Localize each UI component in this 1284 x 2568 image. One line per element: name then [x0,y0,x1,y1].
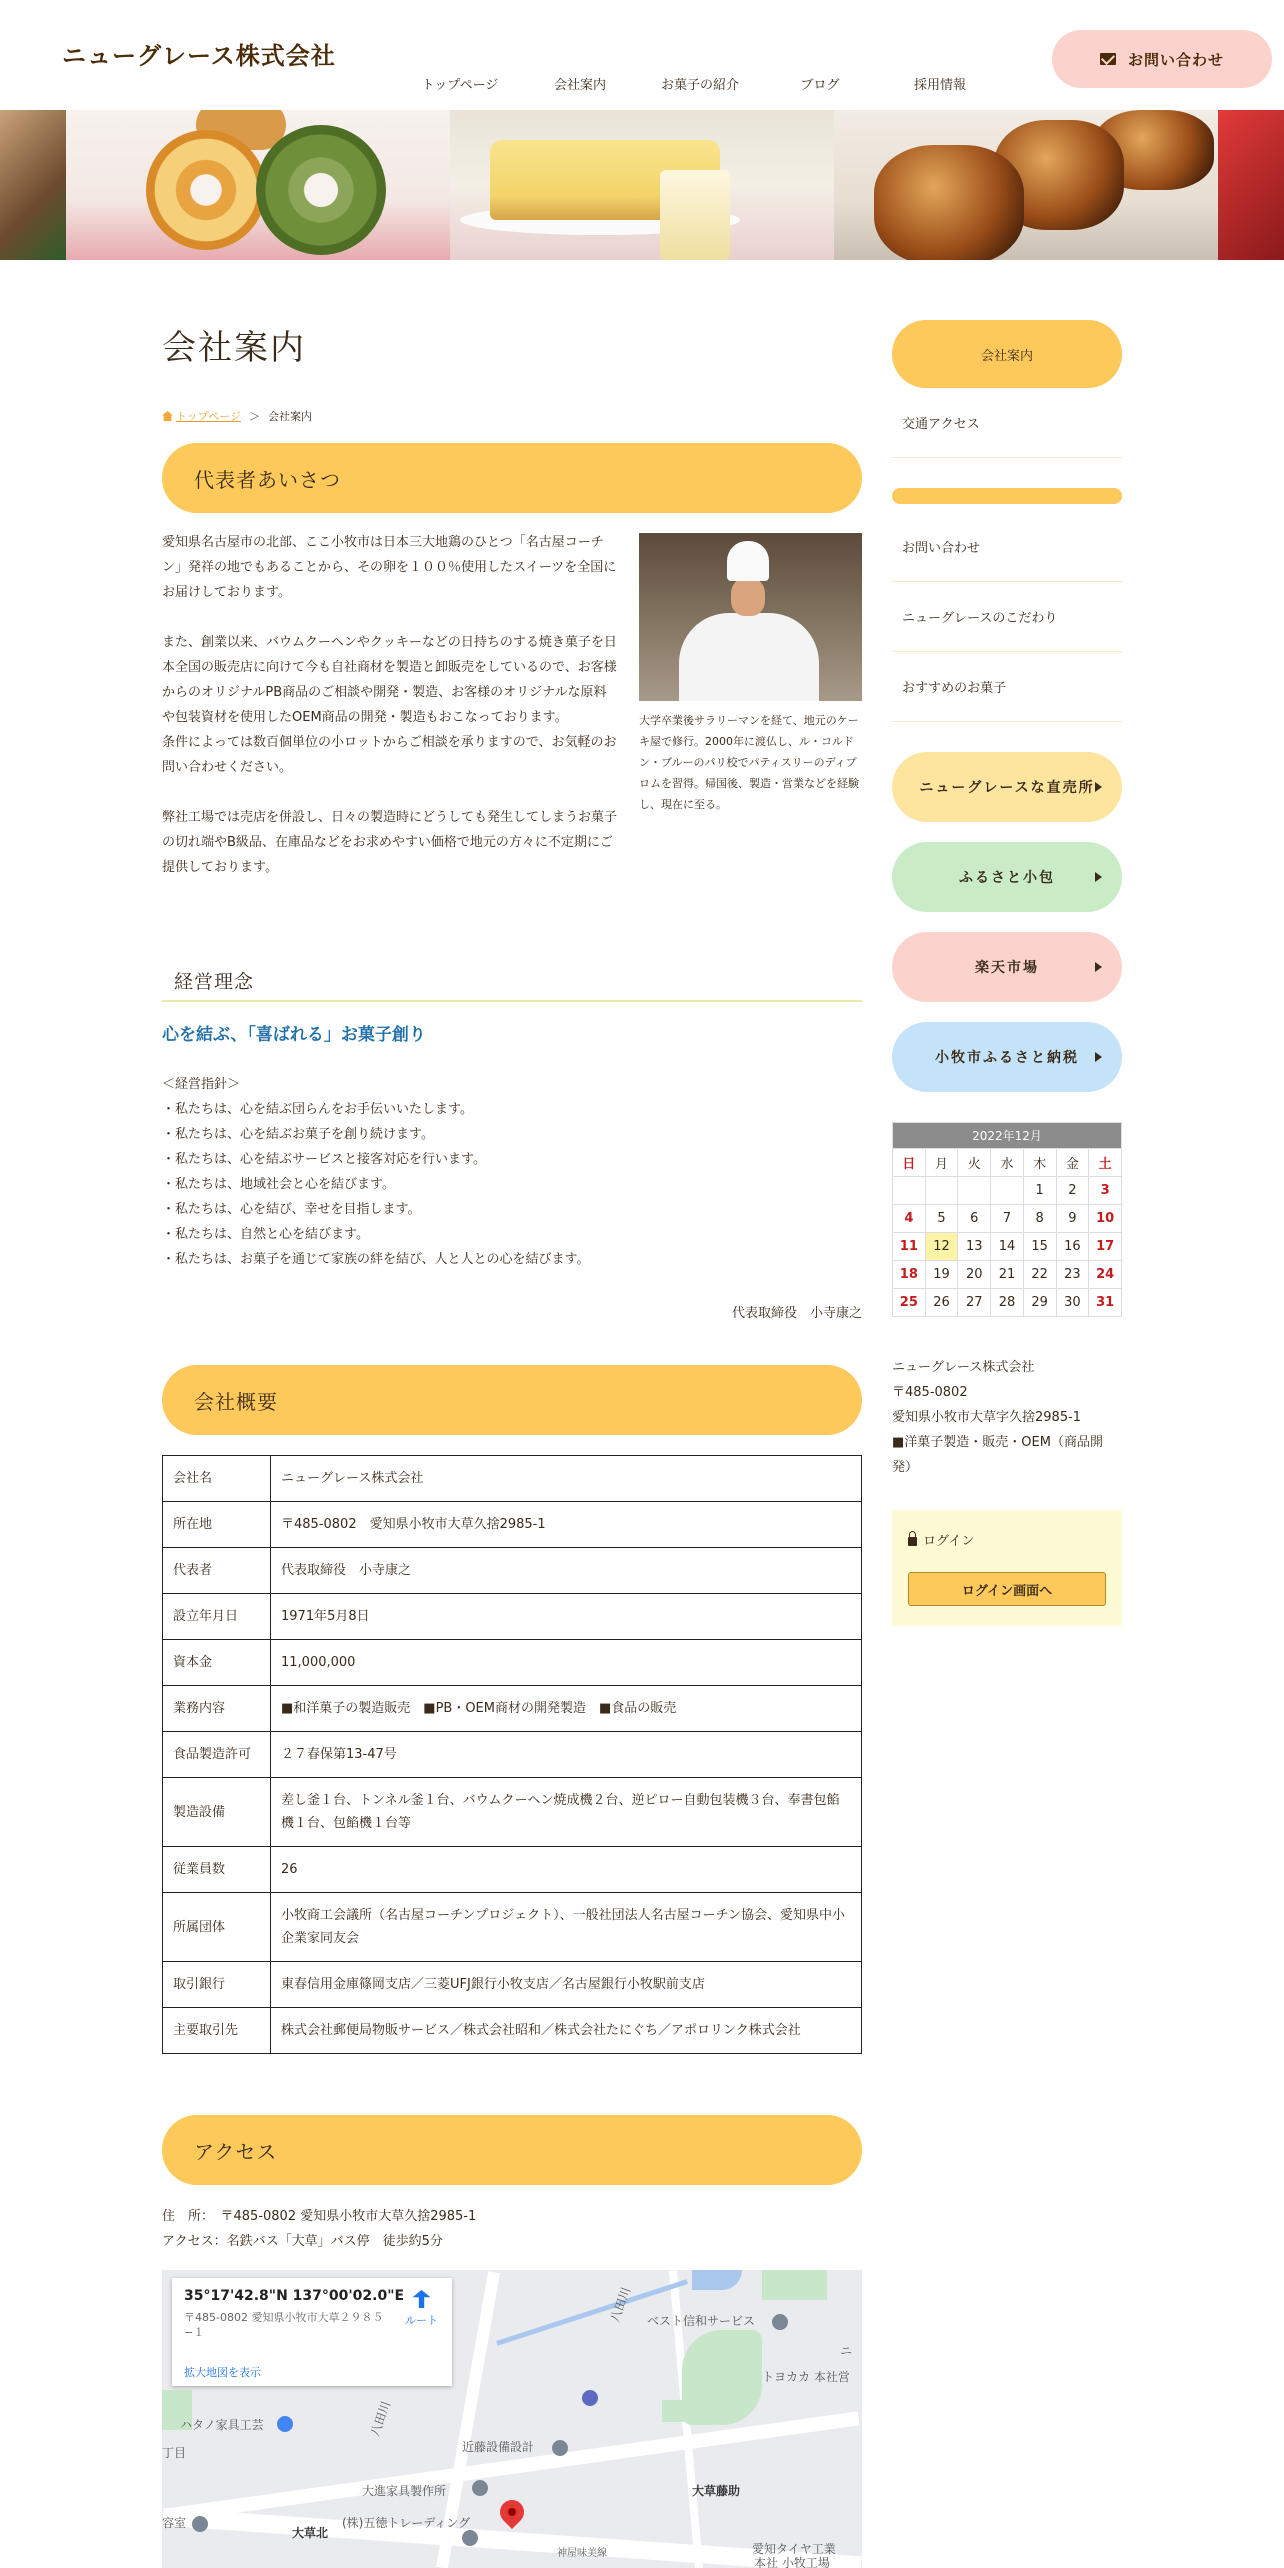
parking-icon[interactable] [582,2390,598,2406]
map-poi-icon[interactable] [472,2480,488,2496]
map-route-button[interactable] [405,2290,438,2328]
philosophy-item: ・私たちは、地域社会と心を結びます。 [162,1177,395,1192]
overview-row [163,1893,862,1962]
nav-item-recruit[interactable]: 採用情報 [913,78,966,93]
philosophy-list [162,1072,589,1272]
map-label: (株)五徳トレーディング [342,2516,471,2530]
greeting-paragraph-3: 弊社工場では売店を併設し、日々の製造時にどうしても発生してしまうお菓子の切れ端やB級品、在庫品などをお求めやすい価格で地元の方々に不定期にご提供しております。 [162,810,618,875]
calendar-title: 2022年12月 [893,1123,1122,1149]
map-label: ハタノ家具工芸 [180,2418,264,2432]
sidebar-company-zip: 〒485-0802 [892,1385,968,1400]
overview-value: ■和洋菓子の製造販売 ■PB・OEM商材の開発製造 ■食品の販売 [271,1686,862,1732]
calendar-day: 13 [958,1233,991,1261]
calendar-day: 3 [1089,1177,1122,1205]
nav-item-sweets[interactable]: お菓子の紹介 [660,78,739,93]
arrow-right-icon [1095,872,1102,882]
section-heading-philosophy: 経営理念 [162,960,862,1002]
section-heading-overview: 会社概要 [162,1365,862,1435]
calendar-day: 15 [1023,1233,1056,1261]
greeting-text [162,530,617,905]
calendar-day: 8 [1023,1205,1056,1233]
contact-button[interactable] [1052,30,1272,88]
overview-row [163,1847,862,1893]
overview-row [163,2008,862,2054]
breadcrumb [162,408,312,424]
overview-row [163,1732,862,1778]
calendar-day: 6 [958,1205,991,1233]
calendar-day: 29 [1023,1289,1056,1317]
calendar-day [893,1177,926,1205]
overview-row [163,1778,862,1847]
banner-image-baumkuchen [66,110,450,260]
map-poi-icon[interactable] [277,2416,293,2432]
map-label: 本社 小牧工場 [754,2556,830,2568]
calendar-day [925,1177,958,1205]
calendar-day: 31 [1089,1289,1122,1317]
calendar-day: 21 [991,1261,1024,1289]
calendar-day: 28 [991,1289,1024,1317]
sidebar-item-traffic-access[interactable]: 交通アクセス [892,388,1122,458]
banner-image-cheesecake [450,110,834,260]
sidebar-item-recommended[interactable]: おすすめのお菓子 [892,652,1122,722]
map-label: 大草北 [292,2526,329,2540]
login-button[interactable]: ログイン画面へ [908,1572,1106,1606]
access-directions: アクセス：名鉄バス「大草」バス停 徒歩約5分 [162,2234,443,2249]
calendar-day: 27 [958,1289,991,1317]
overview-value: 東春信用金庫篠岡支店／三菱UFJ銀行小牧支店／名古屋銀行小牧駅前支店 [271,1962,862,2008]
map-label: 近藤設備設計 [462,2440,535,2454]
section-heading-greeting: 代表者あいさつ [162,443,862,513]
hero-banner [0,110,1284,260]
map-label: 愛知タイヤ工業 [752,2542,836,2556]
sidebar-company-address: 愛知県小牧市大草字久捨2985-1 [892,1410,1082,1425]
calendar-day: 14 [991,1233,1024,1261]
calendar-day: 10 [1089,1205,1122,1233]
calendar-day: 20 [958,1261,991,1289]
map-address: 〒485-0802 愛知県小牧市大草２９８５−１ [184,2311,384,2339]
overview-value: ２７春保第13-47号 [271,1732,862,1778]
sidebar-item-company[interactable]: 会社案内 [892,320,1122,388]
arrow-right-icon [1095,962,1102,972]
sidebar-company-business: ■洋菓子製造・販売・OEM（商品開発） [892,1435,1103,1475]
map-coordinates: 35°17'42.8"N 137°00'02.0"E [184,2288,405,2304]
cta-furusato-parcel-button[interactable] [892,842,1122,912]
philosophy-list-title: ＜経営指針＞ [162,1077,241,1092]
banner-image-basque-cheesecake [834,110,1218,260]
calendar-weekday: 水 [991,1149,1024,1177]
map-label: 八田川 [607,2285,634,2324]
calendar-day: 12 [925,1233,958,1261]
overview-label: 食品製造許可 [163,1732,271,1778]
map-label: ベスト信和サービス [647,2314,756,2328]
calendar-day: 7 [991,1205,1024,1233]
calendar-weekday: 火 [958,1149,991,1177]
calendar-day [991,1177,1024,1205]
calendar-day: 22 [1023,1261,1056,1289]
site-logo[interactable]: ニューグレース株式会社 [62,42,336,70]
calendar-day: 2 [1056,1177,1089,1205]
calendar-day: 25 [893,1289,926,1317]
lock-icon [908,1537,917,1546]
banner-image-left-edge [0,110,66,260]
overview-row [163,1686,862,1732]
calendar-day: 1 [1023,1177,1056,1205]
calendar-day: 9 [1056,1205,1089,1233]
calendar-day [958,1177,991,1205]
section-heading-access: アクセス [162,2115,862,2185]
home-icon [162,411,173,421]
map-label: ニ [840,2344,853,2358]
cta-label: ふるさと小包 [959,870,1055,886]
map-location-pin-icon[interactable] [495,2495,529,2529]
map-enlarge-link[interactable]: 拡大地図を表示 [184,2366,261,2379]
map-label: 大進家具製作所 [362,2484,447,2498]
philosophy-item: ・私たちは、自然と心を結びます。 [162,1227,369,1242]
calendar-weekday: 日 [893,1149,926,1177]
overview-row [163,1594,862,1640]
overview-row [163,1962,862,2008]
overview-value: 11,000,000 [271,1640,862,1686]
philosophy-item: ・私たちは、お菓子を通じて家族の絆を結び、人と人との心を結びます。 [162,1252,590,1267]
cta-direct-store-button[interactable] [892,752,1122,822]
map-route-label: ルート [405,2314,438,2327]
cta-label: 小牧市ふるさと納税 [935,1050,1079,1066]
philosophy-item: ・私たちは、心を結ぶサービスと接客対応を行います。 [162,1152,486,1167]
map-label: 丁目 [162,2446,187,2460]
access-address: 住 所： 〒485-0802 愛知県小牧市大草久捨2985-1 [162,2209,477,2224]
philosophy-item: ・私たちは、心を結ぶ団らんをお手伝いいたします。 [162,1102,473,1117]
greeting-paragraph-1: 愛知県名古屋市の北部、ここ小牧市は日本三大地鶏のひとつ「名古屋コーチン」発祥の地でもあることから、その卵を１００％使用したスイーツを全国にお届けしております。 [162,535,617,600]
cta-label: ニューグレースな直売所 [919,780,1095,796]
overview-value: 〒485-0802 愛知県小牧市大草久捨2985-1 [271,1502,862,1548]
main-content [162,320,862,2568]
sidebar-divider-bar [892,488,1122,504]
calendar-day: 18 [893,1261,926,1289]
breadcrumb-current: 会社案内 [268,410,313,423]
page-title: 会社案内 [162,328,306,368]
overview-value: 26 [271,1847,862,1893]
overview-value: ニューグレース株式会社 [271,1456,862,1502]
calendar-day: 19 [925,1261,958,1289]
overview-value: 差し釜１台、トンネル釜１台、バウムクーヘン焼成機２台、逆ピロー自動包装機３台、奉書包餡機１台、包餡機１台等 [271,1778,862,1847]
overview-label: 主要取引先 [163,2008,271,2054]
calendar-weekday: 金 [1056,1149,1089,1177]
directions-icon [413,2290,431,2308]
sidebar-company-name: ニューグレース株式会社 [892,1360,1035,1375]
calendar-day: 30 [1056,1289,1089,1317]
calendar-day: 5 [925,1205,958,1233]
site-header [0,0,1284,110]
philosophy-signature: 代表取締役 小寺康之 [731,1306,862,1321]
overview-label: 従業員数 [163,1847,271,1893]
sidebar-item-commitment[interactable]: ニューグレースのこだわり [892,582,1122,652]
overview-label: 所在地 [163,1502,271,1548]
nav-item-blog[interactable]: ブログ [800,78,840,93]
map-poi-icon[interactable] [552,2440,568,2456]
calendar-day: 24 [1089,1261,1122,1289]
overview-label: 取引銀行 [163,1962,271,2008]
sidebar-item-contact[interactable]: お問い合わせ [892,512,1122,582]
philosophy-item: ・私たちは、心を結ぶお菓子を創り続けます。 [162,1127,434,1142]
representative-photo [639,533,862,701]
overview-label: 代表者 [163,1548,271,1594]
arrow-right-icon [1095,782,1102,792]
calendar-day: 26 [925,1289,958,1317]
overview-label: 会社名 [163,1456,271,1502]
global-nav [400,74,1000,93]
map-label: 神屋味美線 [557,2548,607,2559]
overview-label: 業務内容 [163,1686,271,1732]
login-box [892,1510,1122,1626]
login-label: ログイン [923,1534,975,1549]
greeting-paragraph-2: また、創業以来、バウムクーヘンやクッキーなどの日持ちのする焼き菓子を日本全国の販売店に向けて今も自社商材を製造と卸販売をしているので、お客様からのオリジナルPB商品のご相談や開発・製造、お客様のオリジナルな原料や包装資材を使用したOEM商品の開発・製造もおこなっております。 条件によっては数百個単位の小ロットからご相談を承りますので、お気軽のお問い合わせください。 [162,635,617,775]
banner-image-right-edge [1218,110,1284,260]
nav-item-top[interactable]: トップページ [421,78,499,93]
philosophy-title: 心を結ぶ、「喜ばれる」お菓子創り [162,1025,426,1045]
representative-caption: 大学卒業後サラリーマンを経て、地元のケーキ屋で修行。2000年に渡仏し、ル・コルドン・ブルーのパリ校でパティスリーのディプロムを習得。帰国後、製造・営業などを経験し、現在に至る。 [639,714,859,811]
overview-row [163,1640,862,1686]
overview-value: 小牧商工会議所（名古屋コーチンプロジェクト）、一般社団法人名古屋コーチン協会、愛知県中小企業家同友会 [271,1893,862,1962]
overview-value: 1971年5月8日 [271,1594,862,1640]
map-poi-icon[interactable] [772,2314,788,2330]
map-poi-icon[interactable] [462,2530,478,2546]
nav-item-company[interactable]: 会社案内 [553,78,606,93]
calendar-weekday: 土 [1089,1149,1122,1177]
overview-value: 代表取締役 小寺康之 [271,1548,862,1594]
contact-button-label: お問い合わせ [1127,50,1224,69]
overview-label: 資本金 [163,1640,271,1686]
overview-label: 製造設備 [163,1778,271,1847]
overview-label: 設立年月日 [163,1594,271,1640]
envelope-icon [1100,53,1116,65]
calendar-day: 11 [893,1233,926,1261]
calendar-weekday: 木 [1023,1149,1056,1177]
breadcrumb-separator: ＞ [249,410,261,423]
cta-furusato-tax-button[interactable] [892,1022,1122,1092]
calendar-day: 4 [893,1205,926,1233]
cta-rakuten-button[interactable] [892,932,1122,1002]
access-text [162,2204,476,2254]
overview-row [163,1456,862,1502]
map-poi-icon[interactable] [192,2516,208,2532]
philosophy-item: ・私たちは、心を結び、幸せを目指します。 [162,1202,421,1217]
business-calendar [892,1122,1122,1317]
calendar-day: 16 [1056,1233,1089,1261]
overview-row [163,1548,862,1594]
sidebar-company-info [892,1355,1122,1480]
overview-label: 所属団体 [163,1893,271,1962]
map-label: 八田川 [367,2399,394,2438]
cta-label: 楽天市場 [975,960,1039,976]
map-label: 大草藤助 [692,2484,741,2498]
google-map[interactable] [162,2270,862,2568]
arrow-right-icon [1095,1052,1102,1062]
map-info-card [172,2278,452,2386]
map-label: トヨカカ 本社営 [762,2370,850,2384]
calendar-day: 23 [1056,1261,1089,1289]
breadcrumb-home-link[interactable]: トップページ [176,410,242,423]
overview-row [163,1502,862,1548]
map-label: 容室 [162,2516,187,2530]
company-overview-table [162,1455,862,2054]
calendar-day: 17 [1089,1233,1122,1261]
calendar-weekday: 月 [925,1149,958,1177]
overview-value: 株式会社郵便局物販サービス／株式会社昭和／株式会社たにぐち／アポロリンク株式会社 [271,2008,862,2054]
